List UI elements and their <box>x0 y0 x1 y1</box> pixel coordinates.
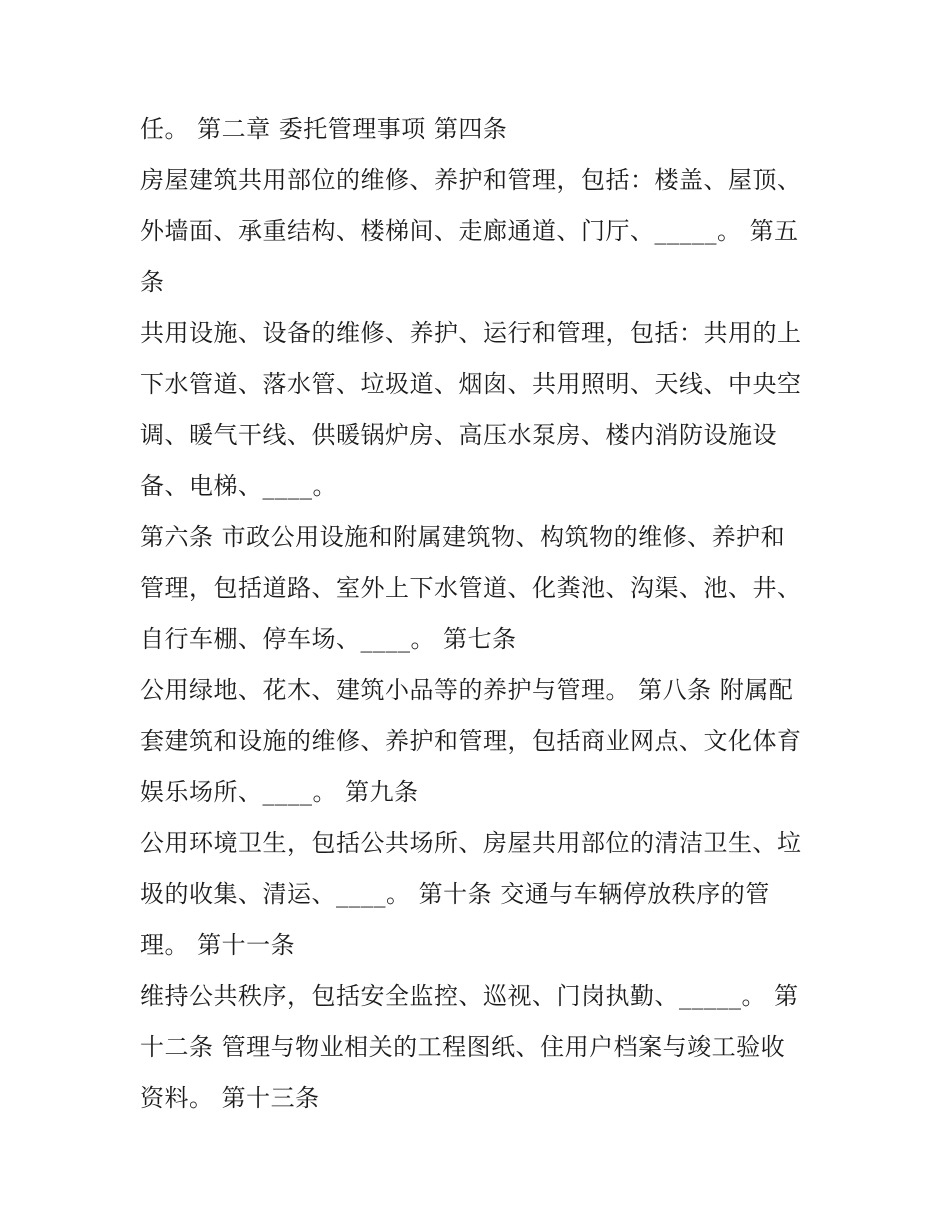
text-line: 娱乐场所、____。 第九条 <box>140 778 419 806</box>
text-line: 圾的收集、清运、____。 第十条 交通与车辆停放秩序的管 <box>140 880 770 908</box>
text-line: 备、电梯、____。 <box>140 472 337 500</box>
text-line: 公用环境卫生，包括公共场所、房屋共用部位的清洁卫生、垃 <box>140 829 802 857</box>
text-line: 外墙面、承重结构、楼梯间、走廊通道、门厅、_____。 第五 <box>140 217 799 245</box>
text-line: 维持公共秩序，包括安全监控、巡视、门岗执勤、_____。 第 <box>140 982 799 1010</box>
text-line: 下水管道、落水管、垃圾道、烟囱、共用照明、天线、中央空 <box>140 370 802 398</box>
text-line: 资料。 第十三条 <box>140 1084 320 1112</box>
text-line: 房屋建筑共用部位的维修、养护和管理，包括：楼盖、屋顶、 <box>140 166 802 194</box>
text-line: 公用绿地、花木、建筑小品等的养护与管理。 第八条 附属配 <box>140 676 794 704</box>
text-line: 调、暖气干线、供暖锅炉房、高压水泵房、楼内消防设施设 <box>140 421 777 449</box>
text-line: 任。 第二章 委托管理事项 第四条 <box>140 115 508 143</box>
text-line: 共用设施、设备的维修、养护、运行和管理，包括：共用的上 <box>140 319 802 347</box>
text-line: 套建筑和设施的维修、养护和管理，包括商业网点、文化体育 <box>140 727 802 755</box>
text-line: 条 <box>140 268 165 296</box>
text-line: 自行车棚、停车场、____。 第七条 <box>140 625 517 653</box>
text-line: 管理，包括道路、室外上下水管道、化粪池、沟渠、池、井、 <box>140 574 802 602</box>
text-line: 第六条 市政公用设施和附属建筑物、构筑物的维修、养护和 <box>140 523 786 551</box>
text-line: 理。 第十一条 <box>140 931 296 959</box>
text-line: 十二条 管理与物业相关的工程图纸、住用户档案与竣工验收 <box>140 1033 786 1061</box>
document-body <box>140 104 820 1124</box>
